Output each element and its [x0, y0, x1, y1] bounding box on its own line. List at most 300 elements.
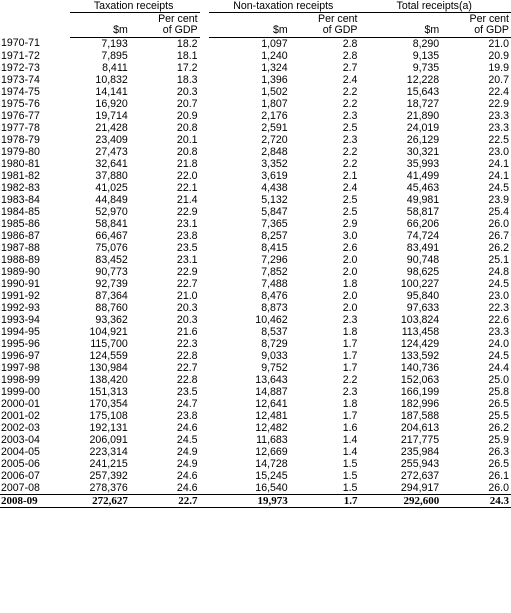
- year-cell: 1988-89: [1, 253, 40, 266]
- taxation-dollars-cell: 75,076: [95, 241, 128, 254]
- non-taxation-dollars-cell: 1,807: [261, 97, 288, 110]
- taxation-dollars-header: $m: [70, 25, 130, 38]
- non-taxation-pct-cell: 3.0: [342, 229, 358, 242]
- year-cell: 2001-02: [1, 409, 40, 422]
- total-dollars-cell: 35,993: [406, 157, 440, 170]
- non-taxation-dollars-cell: 5,132: [261, 193, 288, 206]
- total-pct-cell: 26.1: [488, 469, 509, 482]
- total-pct-cell: 19.9: [488, 61, 509, 74]
- taxation-pct-cell: 20.3: [176, 313, 198, 326]
- non-taxation-dollars-cell: 3,619: [261, 169, 288, 182]
- taxation-dollars-cell: 175,108: [89, 409, 128, 422]
- non-taxation-pct-cell: 1.4: [342, 445, 358, 458]
- year-cell: 1971-72: [1, 49, 40, 62]
- total-dollars-cell: 133,592: [400, 349, 440, 362]
- total-dollars-cell: 113,458: [401, 325, 440, 338]
- non-taxation-dollars-cell: 13,643: [255, 373, 288, 386]
- table-row: [0, 278, 511, 290]
- table-row: [0, 230, 511, 242]
- table-row: [0, 374, 511, 386]
- total-dollars-cell: 45,463: [406, 181, 440, 194]
- table-row: [0, 206, 511, 218]
- table-row: [0, 482, 511, 495]
- taxation-pct-cell: 17.2: [176, 61, 198, 74]
- total-pct-cell: 22.6: [488, 313, 509, 326]
- total-dollars-cell: 95,840: [406, 289, 440, 302]
- non-taxation-dollars-cell: 1,502: [261, 85, 288, 98]
- year-cell: 2000-01: [1, 397, 40, 410]
- taxation-pct-cell: 24.6: [176, 481, 198, 494]
- table-row: [0, 434, 511, 446]
- year-cell: 1974-75: [1, 85, 40, 98]
- year-cell: 1996-97: [1, 349, 40, 362]
- total-dollars-cell: 90,748: [406, 253, 440, 266]
- taxation-dollars-cell: 241,215: [89, 457, 128, 470]
- table-row: [0, 350, 511, 362]
- table-row: [0, 302, 511, 314]
- total-dollars-cell: 187,588: [400, 409, 440, 422]
- total-pct-cell: 21.0: [488, 37, 509, 50]
- taxation-dollars-cell: 170,354: [89, 397, 128, 410]
- table-row: [0, 134, 511, 146]
- total-pct-cell: 25.9: [488, 433, 509, 446]
- table-row: [0, 242, 511, 254]
- taxation-dollars-cell: 88,760: [95, 301, 128, 314]
- non-taxation-pct-cell: 2.8: [342, 49, 358, 62]
- taxation-pct-cell: 20.8: [176, 145, 198, 158]
- taxation-dollars-cell: 206,091: [89, 433, 128, 446]
- year-cell: 1994-95: [1, 325, 40, 338]
- taxation-dollars-cell: 151,313: [89, 385, 128, 398]
- taxation-pct-cell: 21.4: [176, 193, 198, 206]
- total-dollars-cell: 15,643: [406, 85, 440, 98]
- taxation-dollars-cell: 21,428: [95, 121, 128, 134]
- year-cell: 1982-83: [1, 181, 40, 194]
- table-row: [0, 218, 511, 230]
- total-dollars-cell: 217,775: [400, 433, 440, 446]
- total-gdp-header: of GDP: [441, 25, 511, 38]
- total-dollars-cell: 272,637: [400, 469, 440, 482]
- table-row: [0, 50, 511, 62]
- taxation-dollars-cell: 8,411: [102, 61, 128, 74]
- non-taxation-dollars-header: $m: [209, 25, 290, 38]
- non-taxation-dollars-cell: 1,396: [261, 73, 288, 86]
- non-taxation-pct-cell: 1.4: [342, 433, 358, 446]
- taxation-dollars-cell: 58,841: [95, 217, 128, 230]
- table-row: [0, 386, 511, 398]
- total-pct-cell: 26.5: [488, 457, 509, 470]
- year-cell: 1999-00: [1, 385, 40, 398]
- taxation-dollars-cell: 23,409: [95, 133, 128, 146]
- non-taxation-dollars-cell: 8,873: [261, 301, 288, 314]
- non-taxation-dollars-cell: 14,887: [255, 385, 288, 398]
- taxation-pct-cell: 23.8: [176, 409, 198, 422]
- year-cell: 1998-99: [1, 373, 40, 386]
- taxation-pct-cell: 24.5: [176, 433, 198, 446]
- table-row: [0, 290, 511, 302]
- total-dollars-cell: 8,290: [412, 37, 440, 50]
- non-taxation-dollars-cell: 8,537: [261, 325, 288, 338]
- table-row: [0, 110, 511, 122]
- non-taxation-pct-cell: 2.3: [342, 133, 358, 146]
- non-taxation-dollars-cell: 9,033: [261, 349, 288, 362]
- total-pct-cell: 22.5: [488, 133, 509, 146]
- non-taxation-pct-cell: 1.7: [342, 361, 358, 374]
- non-taxation-pct-cell: 2.9: [342, 217, 358, 230]
- table-row: [0, 182, 511, 194]
- total-pct-cell: 24.0: [488, 337, 509, 350]
- taxation-dollars-cell: 52,970: [95, 205, 128, 218]
- table-row: [0, 470, 511, 482]
- table-row: [0, 62, 511, 74]
- non-taxation-dollars-cell: 2,848: [261, 145, 288, 158]
- taxation-receipts-header: Taxation receipts: [70, 0, 200, 13]
- taxation-pct-cell: 23.1: [176, 253, 198, 266]
- total-dollars-cell: 12,228: [406, 73, 440, 86]
- non-taxation-dollars-cell: 7,852: [261, 265, 288, 278]
- taxation-pct-cell: 22.7: [176, 361, 198, 374]
- table-row: [0, 194, 511, 206]
- non-taxation-pct-cell: 1.8: [342, 397, 358, 410]
- non-taxation-pct-cell: 2.4: [342, 181, 358, 194]
- total-dollars-cell: 24,019: [406, 121, 440, 134]
- year-cell: 2003-04: [1, 433, 40, 446]
- taxation-dollars-cell: 257,392: [89, 469, 128, 482]
- taxation-dollars-cell: 14,141: [95, 85, 128, 98]
- taxation-pct-cell: 20.3: [176, 85, 198, 98]
- taxation-pct-cell: 23.5: [176, 385, 198, 398]
- non-taxation-dollars-cell: 2,591: [261, 121, 288, 134]
- total-pct-cell: 26.2: [488, 241, 509, 254]
- non-taxation-dollars-cell: 15,245: [255, 469, 288, 482]
- taxation-pct-cell: 24.6: [176, 469, 198, 482]
- non-taxation-dollars-cell: 11,683: [256, 433, 288, 446]
- taxation-pct-cell: 22.8: [176, 349, 198, 362]
- non-taxation-dollars-cell: 2,720: [261, 133, 288, 146]
- total-pct-cell: 24.4: [488, 361, 509, 374]
- total-pct-cell: 25.4: [488, 205, 509, 218]
- total-receipts-header: Total receipts(a): [359, 0, 511, 13]
- total-dollars-cell: 235,984: [400, 445, 440, 458]
- total-pct-cell: 23.3: [488, 325, 509, 338]
- taxation-dollars-cell: 272,627: [70, 495, 130, 508]
- year-cell: 1993-94: [1, 313, 40, 326]
- total-dollars-cell: 97,633: [406, 301, 440, 314]
- non-taxation-pct-cell: 2.5: [342, 205, 358, 218]
- total-pct-cell: 25.1: [488, 253, 509, 266]
- total-pct-cell: 26.3: [488, 445, 509, 458]
- taxation-dollars-cell: 104,921: [89, 325, 128, 338]
- year-cell: 1979-80: [1, 145, 40, 158]
- total-dollars-cell: 204,613: [400, 421, 440, 434]
- non-taxation-pct-cell: 1.7: [342, 349, 358, 362]
- taxation-pct-cell: 23.1: [176, 217, 198, 230]
- taxation-pct-cell: 20.1: [176, 133, 198, 146]
- taxation-pct-cell: 18.1: [176, 49, 198, 62]
- total-dollars-cell: 255,943: [400, 457, 440, 470]
- non-taxation-pct-cell: 2.4: [342, 73, 358, 86]
- total-pct-cell: 22.9: [488, 97, 509, 110]
- table-body: [0, 38, 511, 508]
- total-dollars-cell: 152,063: [400, 373, 440, 386]
- year-cell: 1983-84: [1, 193, 40, 206]
- table-row: [0, 458, 511, 470]
- taxation-dollars-cell: 138,420: [89, 373, 128, 386]
- total-pct-cell: 23.0: [488, 289, 509, 302]
- taxation-pct-cell: 21.0: [176, 289, 198, 302]
- year-cell: 1990-91: [1, 277, 40, 290]
- non-taxation-pct-cell: 2.5: [342, 193, 358, 206]
- taxation-dollars-cell: 130,984: [89, 361, 128, 374]
- table-row: [0, 98, 511, 110]
- table-row: [0, 410, 511, 422]
- non-taxation-dollars-cell: 9,752: [261, 361, 288, 374]
- taxation-pct-cell: 24.9: [176, 457, 198, 470]
- non-taxation-dollars-cell: 3,352: [261, 157, 288, 170]
- year-cell: 1987-88: [1, 241, 40, 254]
- non-taxation-pct-cell: 2.2: [342, 145, 358, 158]
- table-row: [0, 254, 511, 266]
- taxation-pct-cell: 21.6: [176, 325, 198, 338]
- taxation-pct-cell: 18.3: [176, 73, 198, 86]
- taxation-dollars-cell: 27,473: [95, 145, 128, 158]
- taxation-dollars-cell: 16,920: [95, 97, 128, 110]
- taxation-pct-cell: 22.8: [176, 373, 198, 386]
- non-taxation-pct-cell: 2.0: [342, 289, 358, 302]
- non-taxation-dollars-cell: 12,669: [255, 445, 288, 458]
- taxation-dollars-cell: 90,773: [95, 265, 128, 278]
- non-taxation-pct-cell: 2.5: [342, 121, 358, 134]
- year-cell: 1977-78: [1, 121, 40, 134]
- taxation-dollars-cell: 19,714: [95, 109, 128, 122]
- table-row: [0, 38, 511, 51]
- total-dollars-cell: 30,321: [406, 145, 440, 158]
- taxation-pct-cell: 22.0: [176, 169, 198, 182]
- non-taxation-dollars-cell: 8,476: [261, 289, 288, 302]
- taxation-dollars-cell: 93,362: [95, 313, 128, 326]
- year-cell: 1984-85: [1, 205, 40, 218]
- taxation-pct-cell: 24.9: [176, 445, 198, 458]
- non-taxation-pct-cell: 2.1: [342, 169, 358, 182]
- non-taxation-dollars-cell: 2,176: [261, 109, 288, 122]
- non-taxation-dollars-cell: 5,847: [261, 205, 288, 218]
- non-taxation-dollars-cell: 1,324: [261, 61, 288, 74]
- total-dollars-cell: 98,625: [406, 265, 440, 278]
- total-dollars-cell: 21,890: [406, 109, 440, 122]
- non-taxation-pct-cell: 2.2: [342, 85, 358, 98]
- non-taxation-pct-cell: 1.6: [342, 421, 358, 434]
- non-taxation-pct-cell: 2.8: [342, 37, 358, 50]
- total-dollars-cell: 9,735: [412, 61, 440, 74]
- taxation-dollars-cell: 66,467: [95, 229, 128, 242]
- non-taxation-dollars-cell: 1,240: [261, 49, 288, 62]
- year-cell: 1991-92: [1, 289, 40, 302]
- total-pct-cell: 22.3: [488, 301, 509, 314]
- total-dollars-cell: 182,996: [400, 397, 440, 410]
- non-taxation-pct-cell: 2.7: [342, 61, 358, 74]
- non-taxation-pct-cell: 1.7: [342, 337, 358, 350]
- taxation-dollars-cell: 124,559: [89, 349, 128, 362]
- taxation-pct-cell: 23.8: [176, 229, 198, 242]
- total-dollars-cell: 292,600: [359, 495, 441, 508]
- total-pct-cell: 26.0: [488, 481, 509, 494]
- year-cell: 1995-96: [1, 337, 40, 350]
- taxation-pct-cell: 20.7: [176, 97, 198, 110]
- total-pct-header: Per cent: [469, 13, 509, 25]
- taxation-dollars-cell: 10,832: [95, 73, 128, 86]
- table-row: [0, 170, 511, 182]
- table-row: [0, 362, 511, 374]
- total-dollars-cell: 41,499: [406, 169, 440, 182]
- total-dollars-cell: 58,817: [406, 205, 440, 218]
- total-pct-cell: 25.5: [488, 409, 509, 422]
- taxation-dollars-cell: 223,314: [89, 445, 128, 458]
- taxation-gdp-header: of GDP: [130, 25, 200, 38]
- table-row: [0, 122, 511, 134]
- total-dollars-cell: 18,727: [406, 97, 440, 110]
- table-row: [0, 314, 511, 326]
- total-pct-cell: 26.7: [488, 229, 509, 242]
- non-taxation-dollars-cell: 12,481: [255, 409, 288, 422]
- year-cell: 1986-87: [1, 229, 40, 242]
- non-taxation-pct-cell: 1.5: [342, 457, 358, 470]
- total-dollars-cell: 103,824: [400, 313, 440, 326]
- table-row: [0, 86, 511, 98]
- non-taxation-dollars-cell: 7,296: [261, 253, 288, 266]
- table-row: [0, 74, 511, 86]
- non-taxation-dollars-cell: 10,462: [255, 313, 288, 326]
- year-cell: 2008-09: [0, 495, 70, 508]
- taxation-pct-cell: 21.8: [176, 157, 198, 170]
- year-cell: 2002-03: [1, 421, 40, 434]
- year-cell: 1970-71: [1, 37, 40, 50]
- subheader-row-2: [0, 25, 511, 38]
- non-taxation-dollars-cell: 14,728: [255, 457, 288, 470]
- taxation-dollars-cell: 87,364: [95, 289, 128, 302]
- year-cell: 1989-90: [1, 265, 40, 278]
- total-pct-cell: 22.4: [488, 85, 509, 98]
- year-cell: 1980-81: [1, 157, 40, 170]
- total-pct-cell: 24.5: [488, 181, 509, 194]
- year-cell: 2006-07: [1, 469, 40, 482]
- non-taxation-pct-cell: 2.3: [342, 313, 358, 326]
- non-taxation-pct-cell: 2.0: [342, 253, 358, 266]
- total-pct-cell: 23.3: [488, 109, 509, 122]
- non-taxation-pct-cell: 1.8: [342, 325, 358, 338]
- year-cell: 2004-05: [1, 445, 40, 458]
- non-taxation-pct-cell: 2.2: [342, 157, 358, 170]
- non-taxation-dollars-cell: 1,097: [261, 37, 288, 50]
- total-dollars-cell: 166,199: [400, 385, 440, 398]
- total-dollars-cell: 100,227: [400, 277, 440, 290]
- non-taxation-pct-cell: 2.3: [342, 385, 358, 398]
- total-pct-cell: 23.9: [488, 193, 509, 206]
- taxation-dollars-cell: 32,641: [95, 157, 128, 170]
- non-taxation-pct-cell: 1.7: [342, 409, 358, 422]
- total-pct-cell: 24.1: [488, 157, 509, 170]
- taxation-dollars-cell: 192,131: [89, 421, 128, 434]
- non-taxation-gdp-header: of GDP: [290, 25, 360, 38]
- taxation-pct-cell: 22.7: [176, 277, 198, 290]
- year-cell: 1985-86: [1, 217, 40, 230]
- year-cell: 2005-06: [1, 457, 40, 470]
- taxation-dollars-cell: 278,376: [89, 481, 128, 494]
- total-dollars-header: $m: [359, 25, 441, 38]
- taxation-dollars-cell: 44,849: [95, 193, 128, 206]
- non-taxation-dollars-cell: 12,482: [255, 421, 288, 434]
- total-dollars-cell: 74,724: [406, 229, 440, 242]
- non-taxation-pct-cell: 1.7: [290, 495, 360, 508]
- non-taxation-dollars-cell: 12,641: [255, 397, 288, 410]
- non-taxation-pct-cell: 2.2: [342, 373, 358, 386]
- total-pct-cell: 23.0: [488, 145, 509, 158]
- total-dollars-cell: 49,981: [406, 193, 440, 206]
- total-dollars-cell: 294,917: [400, 481, 440, 494]
- table-row: [0, 158, 511, 170]
- non-taxation-pct-cell: 2.2: [342, 97, 358, 110]
- non-taxation-pct-cell: 1.8: [342, 277, 358, 290]
- taxation-dollars-cell: 41,025: [95, 181, 128, 194]
- taxation-pct-cell: 22.3: [176, 337, 198, 350]
- table-row: [0, 495, 511, 508]
- total-pct-cell: 26.2: [488, 421, 509, 434]
- taxation-dollars-cell: 83,452: [95, 253, 128, 266]
- year-cell: 1981-82: [1, 169, 40, 182]
- total-pct-cell: 24.8: [488, 265, 509, 278]
- non-taxation-dollars-cell: 8,257: [261, 229, 288, 242]
- table-row: [0, 266, 511, 278]
- year-cell: 1975-76: [1, 97, 40, 110]
- taxation-dollars-cell: 37,880: [95, 169, 128, 182]
- taxation-dollars-cell: 7,895: [101, 49, 128, 62]
- non-taxation-dollars-cell: 8,415: [261, 241, 288, 254]
- total-dollars-cell: 124,429: [400, 337, 440, 350]
- total-dollars-cell: 9,135: [412, 49, 440, 62]
- table-row: [0, 146, 511, 158]
- group-header-row: [0, 0, 511, 13]
- non-taxation-pct-cell: 2.0: [342, 265, 358, 278]
- total-dollars-cell: 140,736: [400, 361, 440, 374]
- non-taxation-dollars-cell: 4,438: [261, 181, 288, 194]
- total-dollars-cell: 83,491: [406, 241, 440, 254]
- non-taxation-pct-cell: 2.0: [342, 301, 358, 314]
- taxation-dollars-cell: 92,739: [95, 277, 128, 290]
- year-cell: 1972-73: [1, 61, 40, 74]
- total-pct-cell: 24.5: [488, 349, 509, 362]
- taxation-pct-cell: 18.2: [176, 37, 198, 50]
- table-row: [0, 446, 511, 458]
- taxation-pct-cell: 22.7: [130, 495, 200, 508]
- year-cell: 1978-79: [1, 133, 40, 146]
- taxation-pct-cell: 20.8: [176, 121, 198, 134]
- taxation-pct-cell: 23.5: [176, 241, 198, 254]
- total-pct-cell: 20.9: [488, 49, 509, 62]
- table-row: [0, 398, 511, 410]
- taxation-pct-cell: 22.9: [176, 205, 198, 218]
- total-dollars-cell: 26,129: [406, 133, 440, 146]
- year-cell: 1973-74: [1, 73, 40, 86]
- total-pct-cell: 23.3: [488, 121, 509, 134]
- total-pct-cell: 25.8: [488, 385, 509, 398]
- total-pct-cell: 24.1: [488, 169, 509, 182]
- total-pct-cell: 26.0: [488, 217, 509, 230]
- taxation-pct-cell: 24.6: [176, 421, 198, 434]
- non-taxation-pct-cell: 2.3: [342, 109, 358, 122]
- taxation-pct-cell: 22.9: [176, 265, 198, 278]
- year-cell: 1997-98: [1, 361, 40, 374]
- total-pct-cell: 24.5: [488, 277, 509, 290]
- non-taxation-pct-cell: 1.5: [342, 481, 358, 494]
